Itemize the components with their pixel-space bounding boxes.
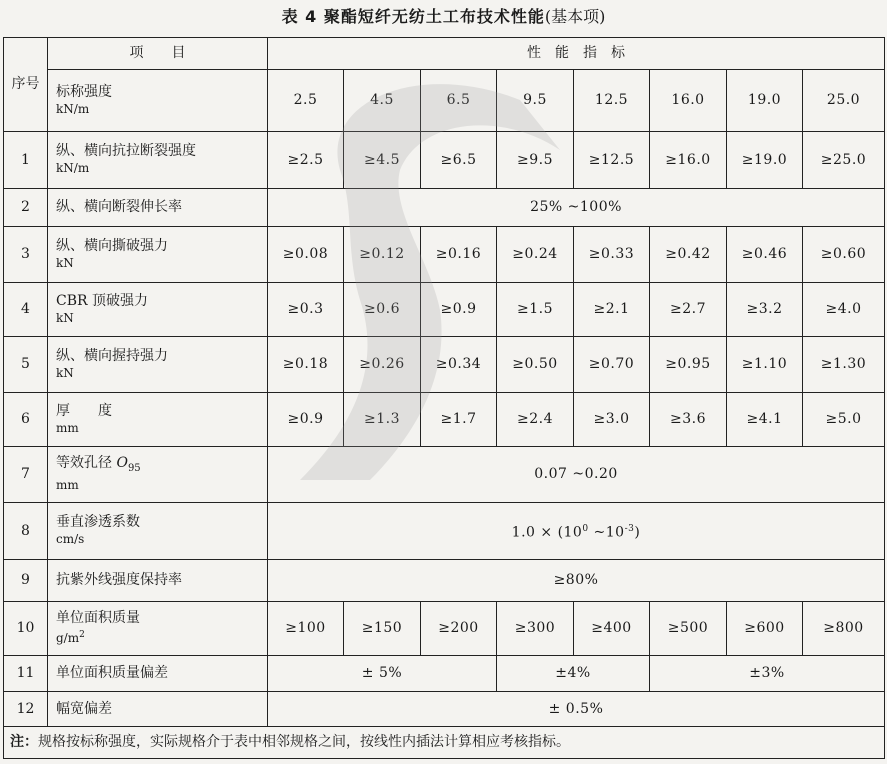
cell: ≥0.16	[421, 227, 497, 283]
cell: 2.5	[268, 70, 344, 132]
cell: 12.5	[574, 70, 650, 132]
row-unit: mm	[56, 420, 79, 435]
table-row	[4, 393, 885, 447]
cell: ≥0.18	[268, 337, 344, 393]
row-item	[48, 227, 268, 283]
table-row	[4, 692, 885, 727]
merged-cell	[268, 503, 885, 560]
row-item	[48, 503, 268, 560]
cell: ≥800	[803, 602, 885, 656]
row-name: 抗紫外线强度保持率	[56, 572, 182, 588]
cell: ≥1.3	[344, 393, 421, 447]
cell: ≥4.5	[344, 132, 421, 189]
row-unit: mm	[56, 477, 79, 492]
row-name-sub: 95	[127, 462, 141, 474]
cell: 19.0	[727, 70, 803, 132]
row-unit: kN	[56, 255, 74, 270]
table-title-sub: (基本项)	[544, 7, 606, 26]
spec-unit: kN/m	[56, 101, 90, 116]
row-no: 5	[4, 337, 48, 393]
note-cell	[4, 727, 885, 759]
cell: ≥0.60	[803, 227, 885, 283]
row-name: 单位面积质量偏差	[56, 665, 168, 681]
row-item	[48, 337, 268, 393]
cell: 4.5	[344, 70, 421, 132]
cell: 6.5	[421, 70, 497, 132]
cell: ≥1.5	[497, 283, 574, 337]
merged-suffix: )	[634, 524, 641, 541]
note-row	[4, 727, 885, 759]
cell: ≥12.5	[574, 132, 650, 189]
group-cell: ±3%	[650, 656, 885, 692]
cell: ≥0.34	[421, 337, 497, 393]
table-row	[4, 503, 885, 560]
table-row	[4, 227, 885, 283]
spec-item	[48, 70, 268, 132]
cell: ≥2.7	[650, 283, 727, 337]
row-item	[48, 692, 268, 727]
cell: ≥0.9	[421, 283, 497, 337]
row-item	[48, 602, 268, 656]
merged-sup2: -3	[624, 523, 635, 534]
table-row	[4, 447, 885, 503]
row-item	[48, 560, 268, 602]
row-name: 纵、横向握持强力	[56, 347, 168, 364]
cell: ≥1.30	[803, 337, 885, 393]
row-name: CBR 顶破强力	[56, 292, 148, 309]
merged-cell: ≥80%	[268, 560, 885, 602]
cell: ≥600	[727, 602, 803, 656]
row-no: 12	[4, 692, 48, 727]
note-label: 注：	[10, 734, 38, 750]
row-unit: kN	[56, 365, 74, 380]
row-no: 10	[4, 602, 48, 656]
row-no: 11	[4, 656, 48, 692]
row-name: 垂直渗透系数	[56, 514, 140, 530]
cell: ≥3.0	[574, 393, 650, 447]
cell: ≥3.6	[650, 393, 727, 447]
table-row	[4, 602, 885, 656]
cell: ≥0.50	[497, 337, 574, 393]
cell: ≥0.26	[344, 337, 421, 393]
row-no: 4	[4, 283, 48, 337]
group-cell: ±4%	[497, 656, 650, 692]
row-item	[48, 132, 268, 189]
table-row	[4, 132, 885, 189]
table-row	[4, 189, 885, 227]
cell: ≥2.1	[574, 283, 650, 337]
row-no: 8	[4, 503, 48, 560]
cell: ≥0.08	[268, 227, 344, 283]
cell: ≥400	[574, 602, 650, 656]
cell: 9.5	[497, 70, 574, 132]
cell: ≥0.24	[497, 227, 574, 283]
cell: ≥16.0	[650, 132, 727, 189]
merged-cell: 0.07 ~0.20	[268, 447, 885, 503]
table-row	[4, 283, 885, 337]
header-seq: 序号	[4, 38, 48, 132]
row-no: 2	[4, 189, 48, 227]
cell: ≥0.12	[344, 227, 421, 283]
row-unit-sup: 2	[79, 630, 85, 640]
cell: 16.0	[650, 70, 727, 132]
row-item	[48, 189, 268, 227]
merged-cell: ± 0.5%	[268, 692, 885, 727]
cell: ≥0.33	[574, 227, 650, 283]
merged-sup1: 0	[582, 523, 589, 534]
table-title	[0, 4, 887, 27]
cell: ≥2.5	[268, 132, 344, 189]
cell: ≥4.0	[803, 283, 885, 337]
note-text: 规格按标称强度，实际规格介于表中相邻规格之间，按线性内插法计算相应考核指标。	[38, 734, 570, 750]
spec-name: 标称强度	[56, 83, 112, 100]
cell: ≥100	[268, 602, 344, 656]
row-no: 7	[4, 447, 48, 503]
row-no: 9	[4, 560, 48, 602]
cell: ≥150	[344, 602, 421, 656]
cell: ≥2.4	[497, 393, 574, 447]
cell: 25.0	[803, 70, 885, 132]
row-unit-base: g/m	[56, 631, 80, 645]
cell: ≥5.0	[803, 393, 885, 447]
row-name	[56, 455, 267, 477]
row-item	[48, 393, 268, 447]
cell: ≥9.5	[497, 132, 574, 189]
header-row	[4, 38, 885, 70]
header-performance: 性 能 指 标	[268, 38, 885, 70]
table-row	[4, 337, 885, 393]
cell: ≥300	[497, 602, 574, 656]
cell: ≥0.42	[650, 227, 727, 283]
spec-row	[4, 70, 885, 132]
cell: ≥1.10	[727, 337, 803, 393]
cell: ≥19.0	[727, 132, 803, 189]
cell: ≥3.2	[727, 283, 803, 337]
merged-mid: ~10	[588, 524, 625, 541]
row-unit: kN	[56, 310, 74, 325]
cell: ≥0.70	[574, 337, 650, 393]
row-item	[48, 656, 268, 692]
row-name-var: O	[116, 455, 128, 472]
cell: ≥4.1	[727, 393, 803, 447]
cell: ≥0.9	[268, 393, 344, 447]
row-name: 纵、横向撕破强力	[56, 237, 168, 254]
cell: ≥200	[421, 602, 497, 656]
row-name: 幅宽偏差	[56, 700, 112, 717]
row-unit: cm/s	[56, 532, 85, 546]
row-no: 3	[4, 227, 48, 283]
row-unit: kN/m	[56, 161, 90, 175]
row-name: 厚 度	[56, 402, 112, 419]
cell: ≥0.6	[344, 283, 421, 337]
table-row	[4, 656, 885, 692]
cell: ≥0.46	[727, 227, 803, 283]
performance-table	[3, 37, 885, 759]
merged-cell: 25% ~100%	[268, 189, 885, 227]
row-no: 6	[4, 393, 48, 447]
row-item	[48, 447, 268, 503]
row-name: 纵、横向断裂伸长率	[56, 199, 182, 215]
cell: ≥1.7	[421, 393, 497, 447]
row-name-prefix: 等效孔径	[56, 455, 117, 472]
cell: ≥500	[650, 602, 727, 656]
header-item: 项 目	[48, 38, 268, 70]
group-cell: ± 5%	[268, 656, 497, 692]
cell: ≥0.3	[268, 283, 344, 337]
row-no: 1	[4, 132, 48, 189]
row-unit	[56, 627, 267, 647]
cell: ≥0.95	[650, 337, 727, 393]
row-item	[48, 283, 268, 337]
table-row	[4, 560, 885, 602]
merged-prefix: 1.0 × (10	[511, 524, 583, 541]
cell: ≥6.5	[421, 132, 497, 189]
cell: ≥25.0	[803, 132, 885, 189]
row-name: 纵、横向抗拉断裂强度	[56, 143, 196, 159]
table-title-main: 表 4 聚酯短纤无纺土工布技术性能	[281, 7, 545, 26]
row-name: 单位面积质量	[56, 610, 140, 626]
